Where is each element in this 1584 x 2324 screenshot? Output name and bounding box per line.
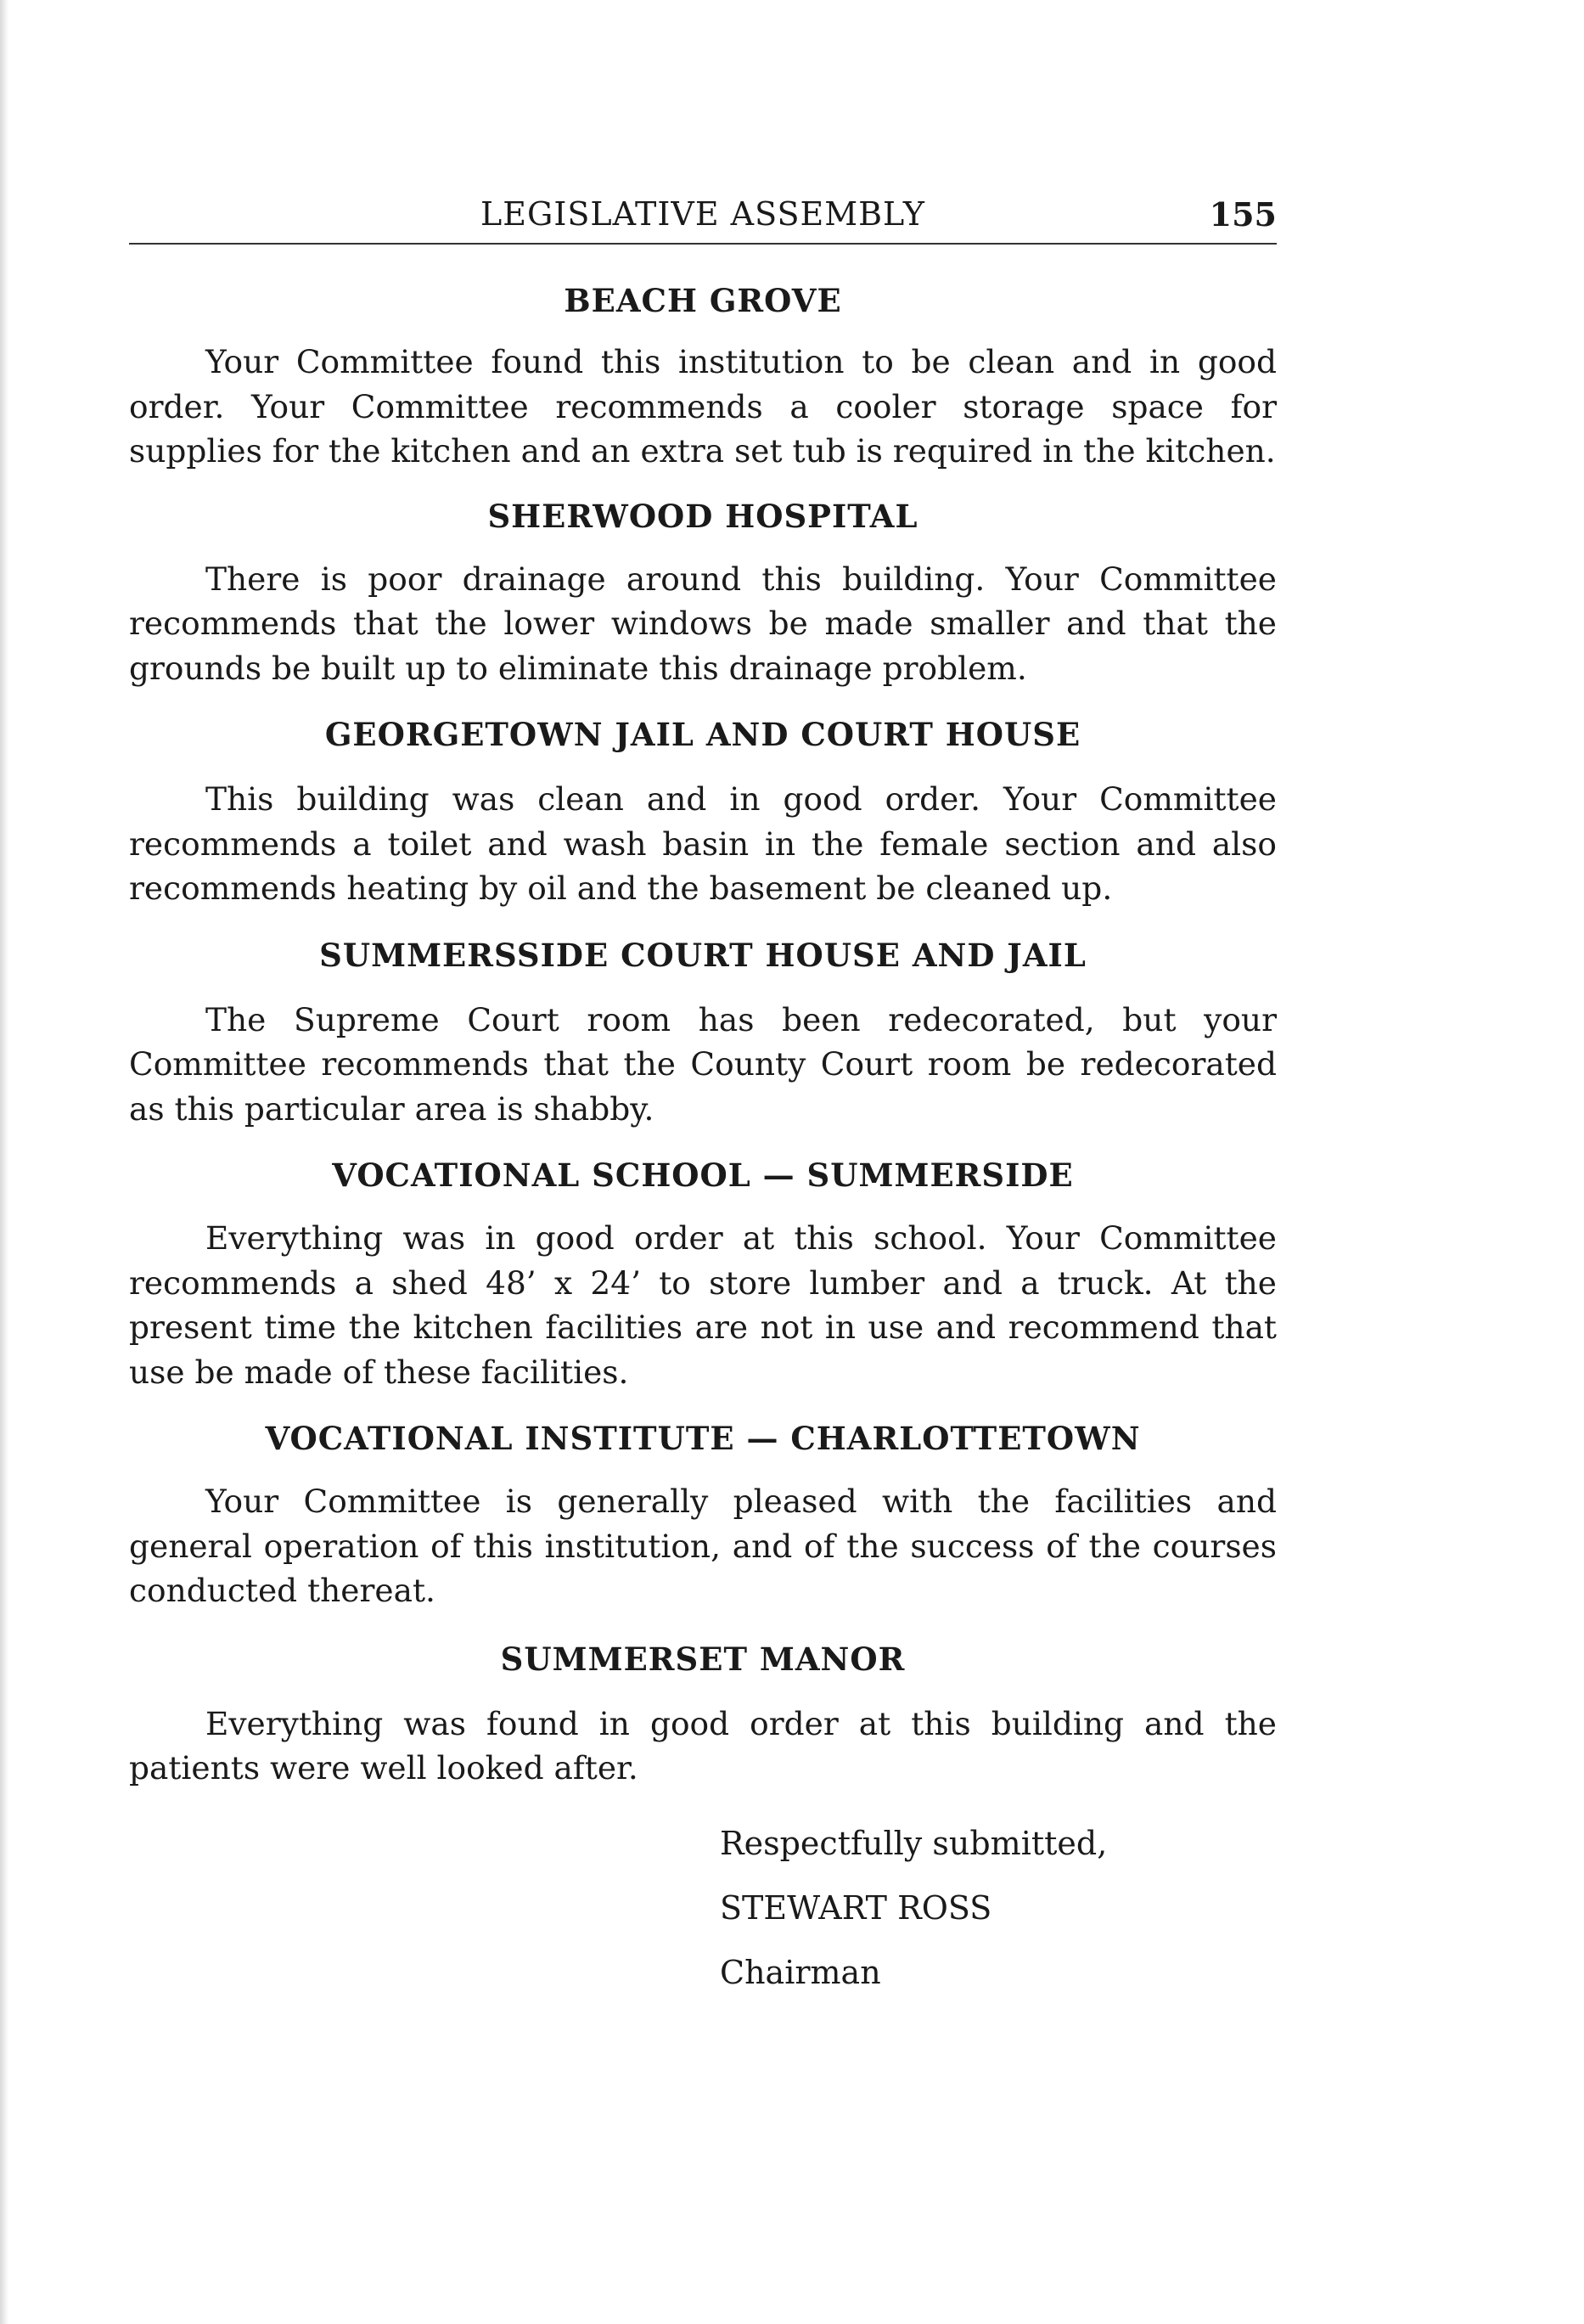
section-heading: BEACH GROVE xyxy=(564,282,842,319)
section-body: Everything was in good order at this school. Your Committee recommends a shed 48’ x 24’ to store lumber and a truck. At the present time the kitchen facilities are not in use and recommend that use be made of these facilities. xyxy=(129,1219,1277,1391)
section-heading: SUMMERSSIDE COURT HOUSE AND JAIL xyxy=(319,936,1087,974)
section-summerset-manor xyxy=(129,1637,1277,1791)
section-heading: GEORGETOWN JAIL AND COURT HOUSE xyxy=(324,716,1081,753)
page-number: 155 xyxy=(1209,195,1277,234)
section-sherwood-hospital xyxy=(129,494,1277,691)
section-body: Your Committee found this institution to be clean and in good order. Your Committee recommends a cooler storage space for supplies for the kitchen and an extra set tub is required in the kitchen. xyxy=(129,343,1277,470)
section-heading: VOCATIONAL INSTITUTE — CHARLOTTETOWN xyxy=(265,1420,1141,1457)
section-body: The Supreme Court room has been redecorated, but your Committee recommends that the County Court room be redecorated as this particular area is shabby. xyxy=(129,1000,1277,1128)
document-page xyxy=(129,195,1277,2005)
running-header xyxy=(129,195,1277,245)
section-vocational-school xyxy=(129,1153,1277,1394)
section-body: Your Committee is generally pleased with the facilities and general operation of this institution, and of the success of the courses conducted thereat. xyxy=(129,1483,1277,1609)
section-body: Everything was found in good order at this building and the patients were well looked after. xyxy=(129,1704,1277,1787)
section-heading: SUMMERSET MANOR xyxy=(500,1640,906,1678)
running-title: LEGISLATIVE ASSEMBLY xyxy=(480,195,925,233)
section-beach-grove xyxy=(129,279,1277,474)
section-summerside-court-house xyxy=(129,933,1277,1132)
section-body: This building was clean and in good order. Your Committee recommends a toilet and wash basin in the female section and also recommends heating by oil and the basement be cleaned up. xyxy=(129,780,1277,907)
section-heading: VOCATIONAL SCHOOL — SUMMERSIDE xyxy=(332,1156,1074,1194)
section-body: There is poor drainage around this building. Your Committee recommends that the lower windows be made smaller and that the grounds be built up to eliminate this drainage problem. xyxy=(129,560,1277,687)
signature-role: Chairman xyxy=(720,1953,881,1991)
page-edge-shadow xyxy=(0,0,8,2324)
signature-block xyxy=(720,1811,1277,2005)
signature-closing: Respectfully submitted, xyxy=(720,1824,1108,1862)
section-georgetown-jail xyxy=(129,712,1277,911)
section-vocational-institute xyxy=(129,1416,1277,1613)
section-heading: SHERWOOD HOSPITAL xyxy=(487,497,918,535)
signature-name: STEWART ROSS xyxy=(720,1888,992,1927)
